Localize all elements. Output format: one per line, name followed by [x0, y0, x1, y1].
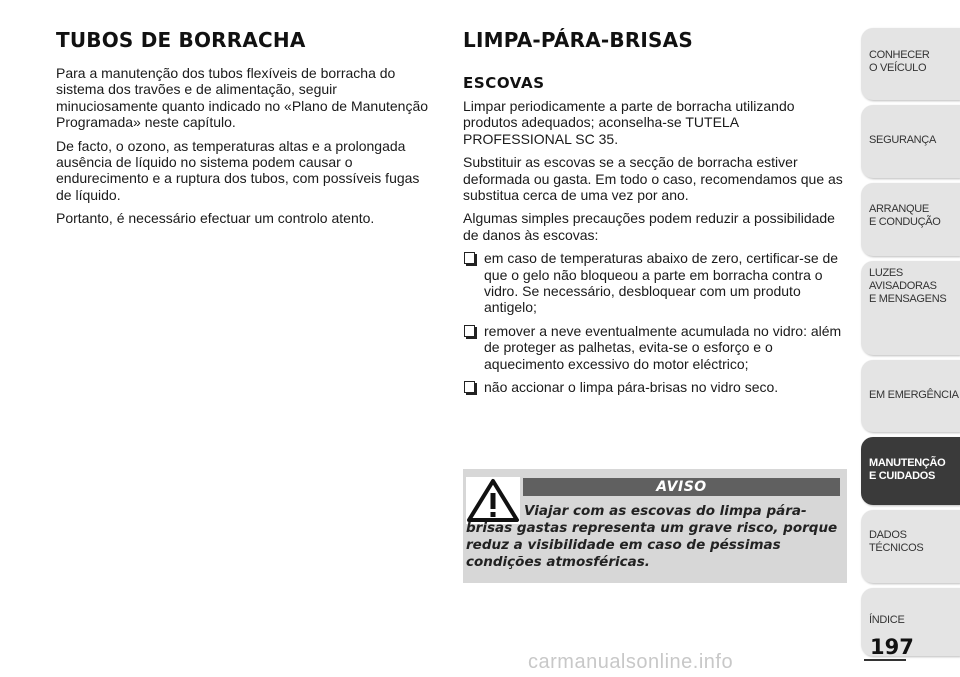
right-column [463, 28, 848, 403]
warning-text [466, 503, 840, 571]
paragraph: Para a manutenção dos tubos flexíveis de borracha do sistema dos travões e de alimentação, seguir minuciosamente quanto indicado no «Plano de Manutenção Programada» neste capítulo. [56, 65, 429, 131]
page-number-underline [864, 659, 906, 661]
checkbox-bullet-icon [464, 252, 475, 264]
tab-manutencao-cuidados[interactable] [861, 437, 960, 505]
list-item [463, 323, 848, 372]
page-number: 197 [870, 635, 914, 659]
tab-label: SEGURANÇA [869, 134, 936, 146]
paragraph: Substituir as escovas se a secção de borracha estiver deformada ou gasta. Em todo o caso, recomendamos que as substitua cerca de uma vez por ano. [463, 154, 843, 204]
tab-label: ÍNDICE [869, 614, 905, 626]
list-item [463, 379, 848, 395]
list-item-text: remover a neve eventualmente acumulada no vidro: além de proteger as palhetas, evita-se o esforço e o aquecimento excessivo do motor eléctrico; [484, 322, 842, 372]
tab-conhecer-veiculo[interactable] [861, 28, 960, 100]
bullet-list [463, 250, 848, 395]
warning-box [463, 469, 847, 583]
tab-luzes-avisadoras[interactable] [861, 261, 960, 355]
section-title-tubos: TUBOS DE BORRACHA [56, 28, 306, 52]
tab-seguranca[interactable] [861, 105, 960, 178]
tab-label: MANUTENÇÃO E CUIDADOS [869, 457, 946, 482]
watermark: carmanualsonline.info [528, 651, 734, 673]
checkbox-bullet-icon [464, 325, 475, 337]
tab-em-emergencia[interactable] [861, 360, 960, 432]
tab-arranque-conducao[interactable] [861, 183, 960, 256]
paragraph: Limpar periodicamente a parte de borracha utilizando produtos adequados; aconselha-se TUTELA PROFESSIONAL SC 35. [463, 98, 795, 147]
tab-label: ARRANQUE E CONDUÇÃO [869, 203, 941, 228]
tab-label: CONHECER O VEÍCULO [869, 49, 930, 74]
paragraph: Portanto, é necessário efectuar um controlo atento. [56, 210, 375, 227]
section-title-limpa: LIMPA-PÁRA-BRISAS [463, 28, 693, 52]
list-item [463, 250, 848, 316]
checkbox-bullet-icon [464, 381, 475, 393]
paragraph: Algumas simples precauções podem reduzir a possibilidade de danos às escovas: [463, 210, 835, 243]
warning-text-content: Viajar com as escovas do limpa pára-brisas gastas representa um grave risco, porque reduz a visibilidade em caso de péssimas condições atmosféricas. [466, 503, 838, 570]
tab-label: EM EMERGÊNCIA [869, 389, 959, 401]
list-item-text: em caso de temperaturas abaixo de zero, certificar-se de que o gelo não bloqueou a parte em borracha contra o vidro. Se necessário, desbloquear com um produto antigelo; [484, 250, 839, 316]
subsection-title-escovas: ESCOVAS [463, 74, 545, 92]
list-item-text: não accionar o limpa pára-brisas no vidro seco. [484, 379, 779, 396]
tab-label: DADOS TÉCNICOS [869, 529, 924, 554]
tab-label: LUZES AVISADORAS E MENSAGENS [869, 267, 947, 305]
warning-label: AVISO [523, 478, 840, 496]
paragraph: De facto, o ozono, as temperaturas altas e a prolongada ausência de líquido no sistema podem causar o endurecimento e a ruptura dos tubos, com possíveis fugas de líquido. [56, 137, 420, 203]
tab-dados-tecnicos[interactable] [861, 510, 960, 583]
left-column [56, 28, 436, 234]
